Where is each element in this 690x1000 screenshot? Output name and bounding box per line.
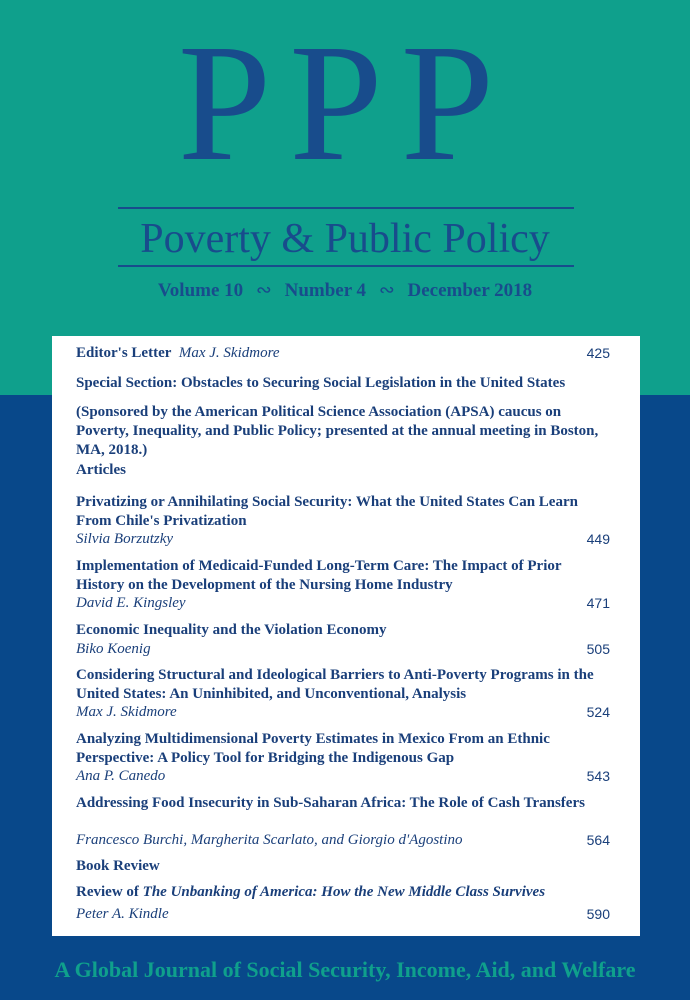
- date-label: December 2018: [407, 280, 533, 301]
- article-title[interactable]: Privatizing or Annihilating Social Security: What the United States Can Learn From Chile's Privatization: [76, 494, 578, 529]
- article-page: 471: [586, 595, 610, 611]
- book-review-author: Peter A. Kindle: [76, 906, 169, 922]
- article-title[interactable]: Economic Inequality and the Violation Economy: [76, 622, 387, 638]
- journal-logo: PPP: [177, 10, 513, 196]
- article-title[interactable]: Considering Structural and Ideological Barriers to Anti-Poverty Programs in the United States: An Uninhibited, and Unconventional, Analysis: [76, 667, 594, 702]
- article-author: Ana P. Canedo: [76, 768, 166, 784]
- article-page: 524: [586, 704, 610, 720]
- book-review-page: 590: [586, 906, 610, 922]
- journal-tagline: A Global Journal of Social Security, Income, Aid, and Welfare: [54, 957, 636, 982]
- article-page: 564: [586, 832, 610, 848]
- swash-ornament-icon: ∾: [255, 280, 272, 301]
- articles-heading: Articles: [76, 462, 126, 478]
- article-page: 543: [586, 768, 610, 784]
- volume-label: Volume 10: [157, 280, 244, 301]
- article-author: Silvia Borzutzky: [76, 531, 174, 547]
- article-title[interactable]: Addressing Food Insecurity in Sub-Saharan Africa: The Role of Cash Transfers: [76, 795, 585, 811]
- sponsor-note: (Sponsored by the American Political Science Association (APSA) caucus on Poverty, Inequality, and Public Policy; presented at the annual meeting in Boston, MA, 2018.): [76, 404, 599, 458]
- editors-letter-page: 425: [586, 345, 610, 361]
- editors-letter-entry[interactable]: [76, 344, 608, 363]
- number-label: Number 4: [284, 280, 367, 301]
- article-page: 505: [586, 641, 610, 657]
- title-rule-bottom: [118, 265, 574, 267]
- swash-ornament-icon: ∾: [378, 280, 395, 301]
- title-rule-top: [118, 207, 574, 209]
- article-author: Francesco Burchi, Margherita Scarlato, and Giorgio d'Agostino: [76, 832, 463, 848]
- special-section-heading: Special Section: Obstacles to Securing Social Legislation in the United States: [76, 375, 566, 391]
- article-title[interactable]: Analyzing Multidimensional Poverty Estimates in Mexico From an Ethnic Perspective: A Policy Tool for Bridging the Indigenous Gap: [76, 731, 550, 766]
- table-of-contents: [52, 336, 640, 936]
- journal-title: Poverty & Public Policy: [140, 216, 550, 262]
- article-page: 449: [586, 531, 610, 547]
- article-title[interactable]: Implementation of Medicaid-Funded Long-Term Care: The Impact of Prior History on the Development of the Nursing Home Industry: [76, 558, 562, 593]
- issue-info: [0, 279, 690, 302]
- article-author: Max J. Skidmore: [76, 704, 177, 720]
- article-author: Biko Koenig: [76, 641, 151, 657]
- book-review-heading: Book Review: [76, 858, 160, 874]
- editors-letter-label: Editor's Letter: [76, 345, 172, 361]
- book-review-entry[interactable]: [76, 883, 608, 902]
- book-review-prefix: Review of: [76, 884, 143, 900]
- book-review-title: The Unbanking of America: How the New Middle Class Survives: [142, 884, 546, 900]
- editors-letter-author: Max J. Skidmore: [178, 345, 280, 361]
- article-author: David E. Kingsley: [76, 595, 186, 611]
